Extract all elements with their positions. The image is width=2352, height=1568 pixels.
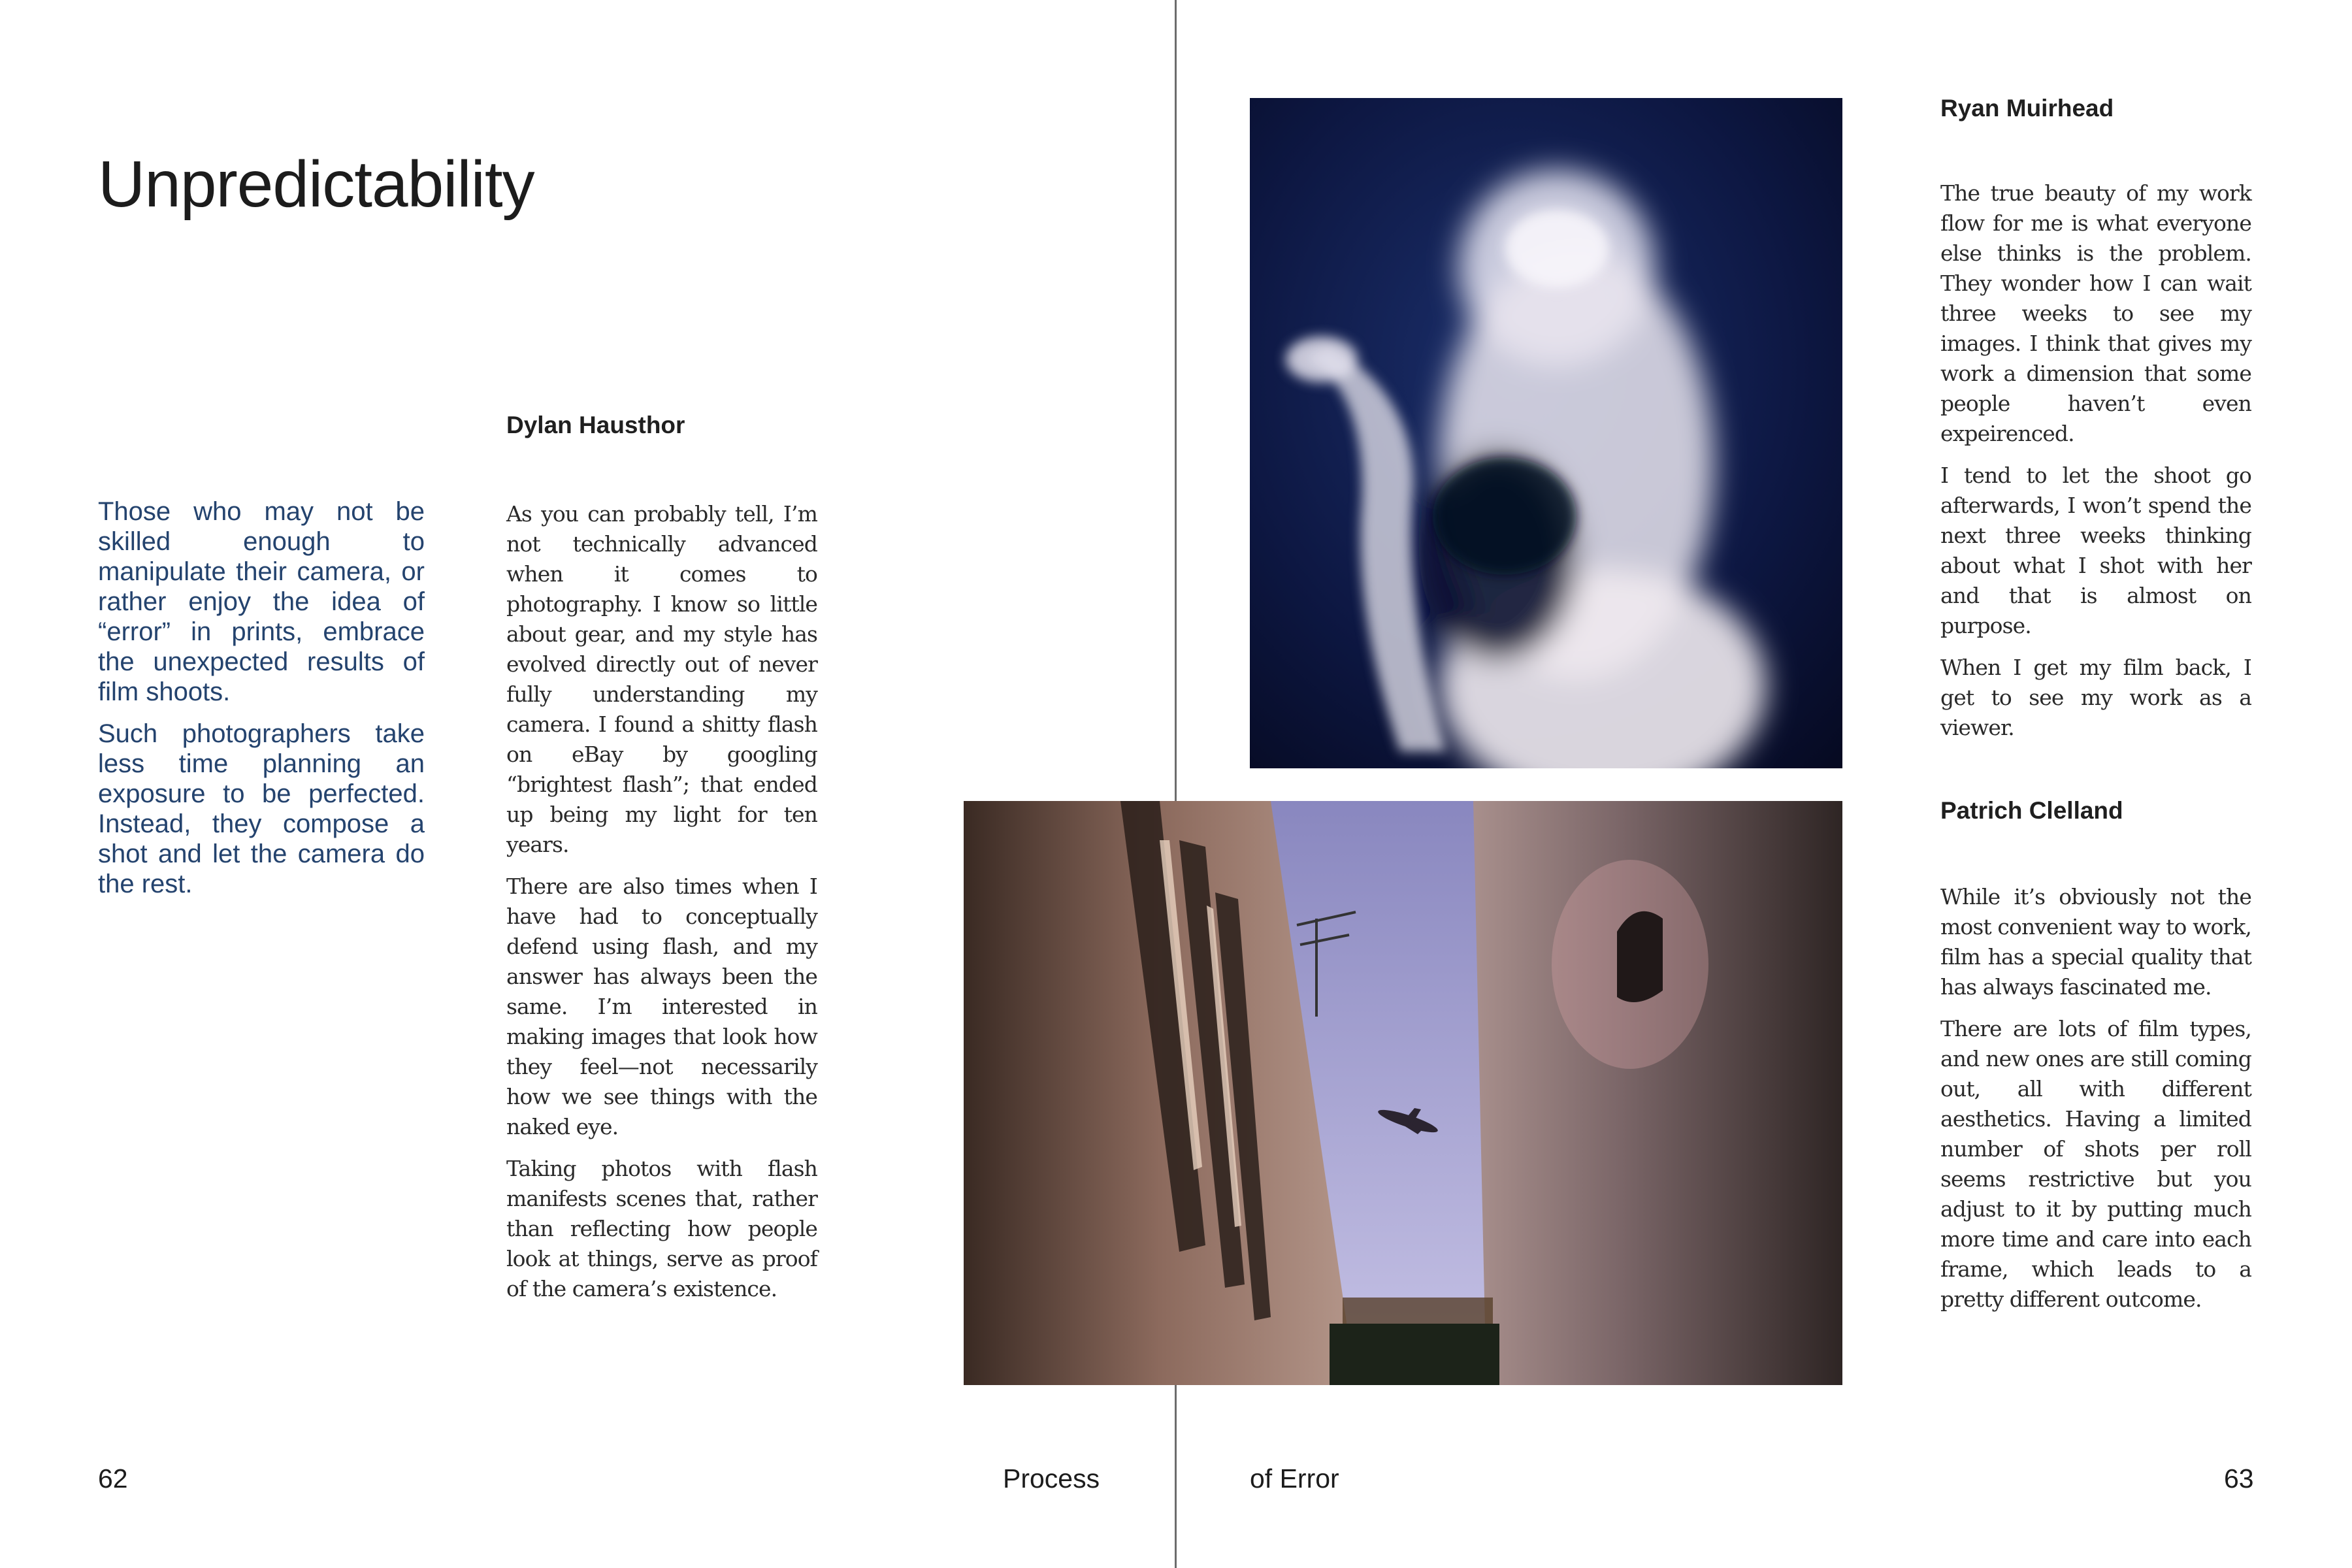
running-title-right: of Error (1250, 1463, 1339, 1494)
article-patrich (1940, 882, 2251, 1326)
byline-ryan: Ryan Muirhead (1940, 95, 2114, 122)
pull-quote-paragraph: Those who may not be skilled enough to manipulate their camera, or rather enjoy the idea of “error” in prints, embrace the unexpected results of film shoots. (98, 497, 425, 706)
article-ryan (1940, 178, 2251, 755)
article-paragraph: There are also times when I have had to conceptually defend using flash, and my answer has always been the same. I’m interested in making images that look how they feel—not necessarily how we see things with the naked eye. (506, 874, 817, 1139)
running-title-left: Process (1003, 1463, 1100, 1494)
article-paragraph: While it’s obviously not the most convenient way to work, film has a special quality that has always fascinated me. (1940, 884, 2251, 1000)
article-paragraph: There are lots of film types, and new ones are still coming out, all with different aesthetics. Having a limited number of shots per roll seems restrictive but you adjust to it by putting much more time and care into each frame, which leads to a pretty different outcome. (1940, 1016, 2251, 1312)
byline-patrich: Patrich Clelland (1940, 797, 2123, 824)
photo-blurred-figure (1250, 98, 1842, 768)
page-number-left: 62 (98, 1463, 128, 1494)
page-number-right: 63 (2224, 1463, 2254, 1494)
photo-airplane-buildings (964, 801, 1842, 1385)
article-paragraph: When I get my film back, I get to see my work as a viewer. (1940, 655, 2251, 740)
pull-quote (98, 497, 425, 911)
byline-dylan: Dylan Hausthor (506, 412, 685, 438)
article-dylan (506, 499, 817, 1316)
article-paragraph: As you can probably tell, I’m not technically advanced when it comes to photography. I know so little about gear, and my style has evolved directly out of never fully understanding my camera. I found a shitty flash on eBay by googling “brightest flash”; that ended up being my light for ten years. (506, 501, 817, 857)
pull-quote-paragraph: Such photographers take less time planning an exposure to be perfected. Instead, they compose a shot and let the camera do the rest. (98, 719, 425, 898)
spread-title: Unpredictability (98, 148, 534, 221)
airplane-buildings-image (964, 801, 1842, 1385)
article-paragraph: I tend to let the shoot go afterwards, I won’t spend the next three weeks thinking about what I shot with her and that is almost on purpose. (1940, 463, 2251, 638)
article-paragraph: The true beauty of my work flow for me is what everyone else thinks is the problem. They wonder how I can wait three weeks to see my images. I think that gives my work a dimension that some people haven’t even expeirenced. (1940, 180, 2251, 446)
article-paragraph: Taking photos with flash manifests scenes that, rather than reflecting how people look at things, serve as proof of the camera’s existence. (506, 1156, 817, 1301)
blurred-figure-image (1250, 98, 1842, 768)
